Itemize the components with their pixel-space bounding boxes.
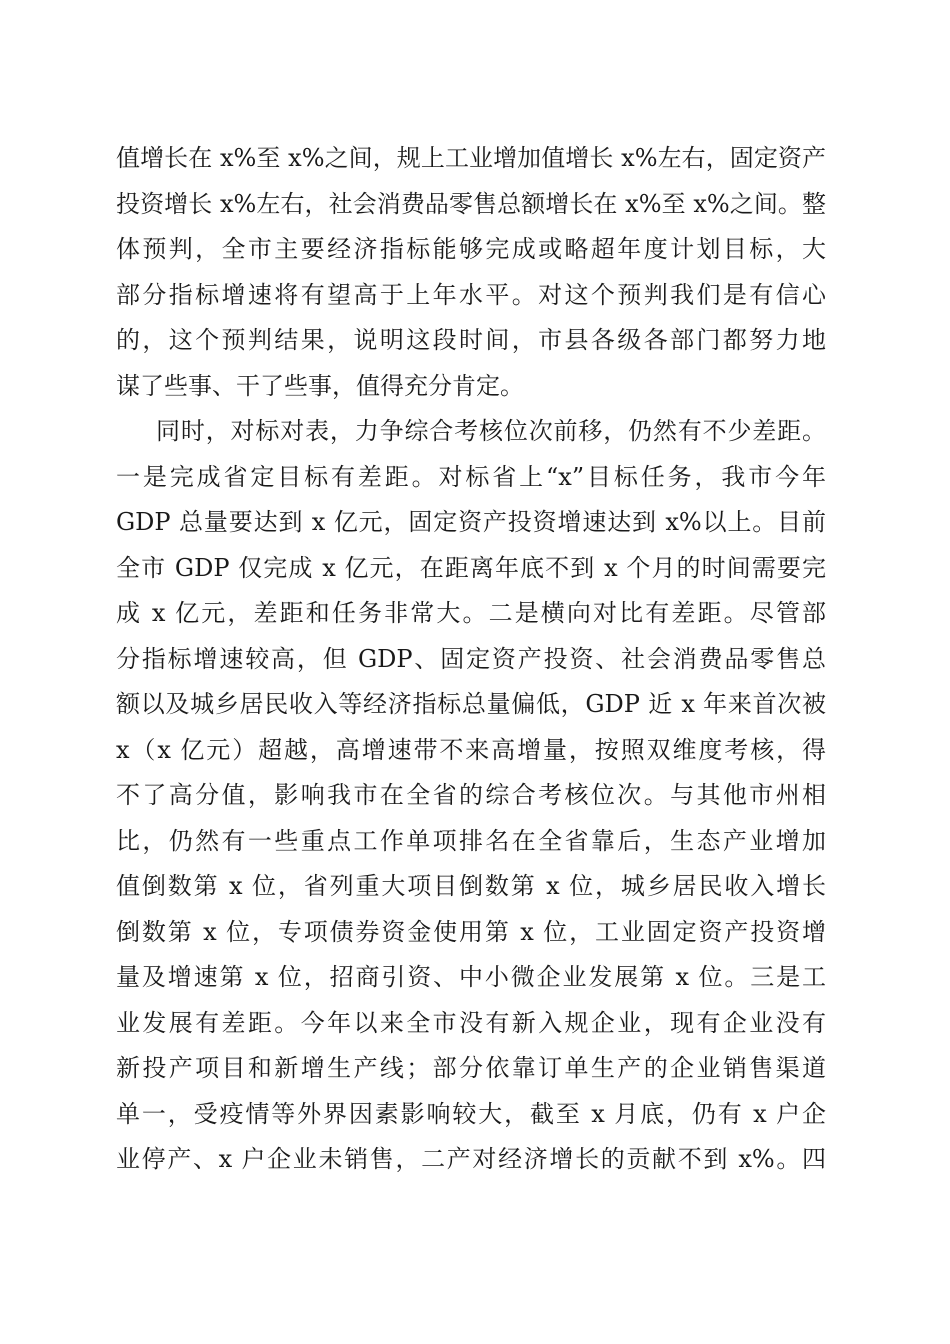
text-line: 谋了些事、干了些事，值得充分肯定。 (116, 371, 524, 400)
text-line: 量及增速第 x 位，招商引资、中小微企业发展第 x 位。三是工 (116, 963, 826, 991)
text-line: GDP 总量要达到 x 亿元，固定资产投资增速达到 x%以上。目前 (116, 508, 826, 536)
text-line: 值倒数第 x 位，省列重大项目倒数第 x 位，城乡居民收入增长 (116, 872, 826, 900)
text-line: 投资增长 x%左右，社会消费品零售总额增长在 x%至 x%之间。整 (116, 189, 826, 218)
text-line: 值增长在 x%至 x%之间，规上工业增加值增长 x%左右，固定资产 (116, 144, 826, 172)
text-line: 业停产、x 户企业未销售，二产对经济增长的贡献不到 x%。四 (116, 1145, 826, 1173)
text-line: 的，这个预判结果，说明这段时间，市县各级各部门都努力地 (116, 326, 826, 354)
text-line: 分指标增速较高，但 GDP、固定资产投资、社会消费品零售总 (116, 644, 826, 673)
text-line: x（x 亿元）超越，高增速带不来高增量，按照双维度考核，得 (116, 735, 826, 764)
text-line: 体预判，全市主要经济指标能够完成或略超年度计划目标，大 (116, 235, 826, 263)
text-line: 倒数第 x 位，专项债券资金使用第 x 位，工业固定资产投资增 (116, 917, 826, 946)
text-line: 部分指标增速将有望高于上年水平。对这个预判我们是有信心 (116, 280, 826, 309)
text-line: 同时，对标对表，力争综合考核位次前移，仍然有不少差距。 (156, 417, 826, 445)
text-line: 业发展有差距。今年以来全市没有新入规企业，现有企业没有 (116, 1008, 826, 1037)
body-text (116, 136, 826, 1183)
text-line: 额以及城乡居民收入等经济指标总量偏低，GDP 近 x 年来首次被 (116, 690, 826, 718)
text-line: 新投产项目和新增生产线；部分依靠订单生产的企业销售渠道 (116, 1054, 826, 1082)
text-line: 不了高分值，影响我市在全省的综合考核位次。与其他市州相 (116, 781, 826, 809)
text-line: 成 x 亿元，差距和任务非常大。二是横向对比有差距。尽管部 (116, 599, 826, 627)
paragraph-1 (116, 136, 826, 409)
text-line: 全市 GDP 仅完成 x 亿元，在距离年底不到 x 个月的时间需要完 (116, 553, 826, 582)
text-line: 一是完成省定目标有差距。对标省上“x”目标任务，我市今年 (116, 462, 826, 491)
paragraph-2 (116, 409, 826, 1183)
text-line: 比，仍然有一些重点工作单项排名在全省靠后，生态产业增加 (116, 826, 826, 855)
text-line: 单一，受疫情等外界因素影响较大，截至 x 月底，仍有 x 户企 (116, 1099, 826, 1128)
